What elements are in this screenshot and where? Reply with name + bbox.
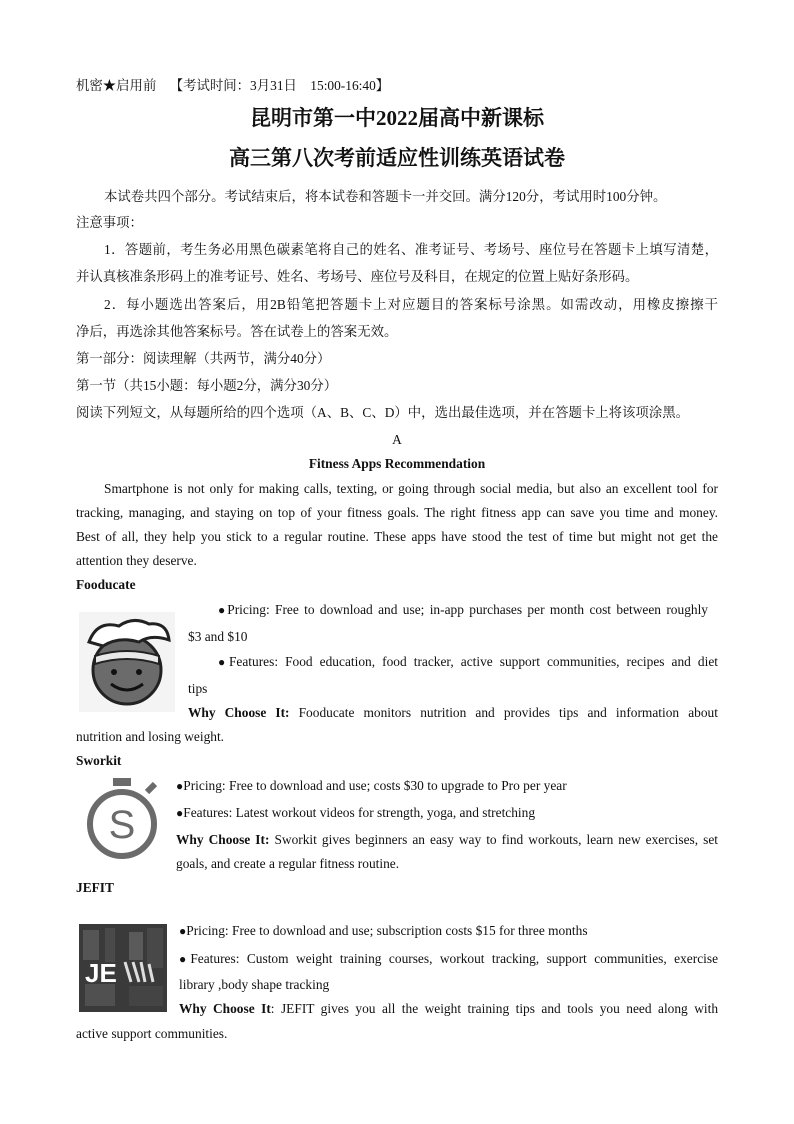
jefit-features-line1	[179, 951, 718, 967]
why-label: Why Choose It:	[176, 832, 270, 847]
bullet-icon: ●	[218, 655, 229, 669]
fooducate-why-line1	[188, 705, 718, 721]
notice-item1-line2: 并认真核准条形码上的准考证号、姓名、考场号、座位号及科目，在规定的位置上贴好条形码。	[76, 269, 639, 284]
stopwatch-icon	[79, 778, 165, 860]
fooducate-features-line1	[218, 654, 718, 670]
jefit-logo-icon	[79, 924, 167, 1012]
sworkit-why-line1	[176, 832, 718, 848]
fooducate-features-line2: tips	[188, 681, 208, 696]
why-label: Why Choose It	[179, 1001, 271, 1016]
sworkit-logo-letter: S	[108, 803, 136, 847]
passage-line3: Best of all, they help you stick to a regular routine. These apps have stood the test of time but might not get the	[76, 529, 718, 544]
notice-heading: 注意事项：	[76, 215, 143, 230]
jefit-logo	[79, 924, 167, 1012]
jefit-why: : JEFIT gives you all the weight training tips and tools you need along with	[270, 1001, 719, 1016]
fooducate-face-icon	[79, 612, 175, 712]
jefit-pricing-text: Pricing: Free to download and use; subscription costs $15 for three months	[186, 923, 588, 938]
passage-title: Fitness Apps Recommendation	[308, 456, 486, 471]
page-title-line1: 昆明市第一中2022届高中新课标	[250, 106, 544, 130]
jefit-name: JEFIT	[76, 880, 114, 895]
bullet-icon: ●	[179, 952, 191, 966]
bullet-icon: ●	[179, 924, 187, 938]
sworkit-why: Sworkit gives beginners an easy way to find workouts, learn new exercises, set	[274, 832, 718, 847]
sworkit-pricing-text: Pricing: Free to download and use; costs $30 to upgrade to Pro per year	[183, 778, 567, 793]
jefit-features: Features: Custom weight training courses, workout tracking, support communities, exercise	[190, 951, 719, 966]
fooducate-pricing-line1	[218, 602, 708, 618]
passage-label: A	[392, 432, 402, 447]
notice-item2-line2: 净后，再选涂其他答案标号。答在试卷上的答案无效。	[76, 324, 398, 339]
fooducate-features: Features: Food education, food tracker, active support communities, recipes and diet	[228, 654, 718, 669]
section1-heading: 第一节（共15小题：每小题2分，满分30分）	[76, 378, 338, 393]
notice-item2-line1: 2．每小题选出答案后，用2B铅笔把答题卡上对应题目的答案标号涂黑。如需改动，用橡皮擦擦干	[104, 297, 718, 312]
sworkit-features-text: Features: Latest workout videos for strength, yoga, and stretching	[183, 805, 536, 820]
fooducate-logo	[79, 612, 175, 712]
sworkit-why-line2: goals, and create a regular fitness routine.	[176, 856, 400, 871]
jefit-why-line1	[179, 1001, 718, 1017]
passage-line2: tracking, managing, and staying on top of your fitness goals. The right fitness app can save you time and money.	[76, 505, 718, 520]
jefit-why-line2: active support communities.	[76, 1026, 228, 1041]
sworkit-logo	[79, 778, 165, 860]
sworkit-pricing	[176, 778, 567, 794]
jefit-pricing	[179, 923, 588, 939]
bullet-icon: ●	[176, 806, 184, 820]
why-label: Why Choose It:	[188, 705, 290, 720]
sworkit-name: Sworkit	[76, 753, 122, 768]
exam-header	[76, 78, 389, 94]
jefit-features-line2: library ,body shape tracking	[179, 977, 330, 992]
notice-item1-line1: 1．答题前，考生务必用黑色碳素笔将自己的姓名、准考证号、考场号、座位号在答题卡上填写清楚，	[104, 242, 718, 257]
page-title-line2: 高三第八次考前适应性训练英语试卷	[229, 146, 565, 170]
bullet-icon: ●	[218, 603, 228, 617]
intro-text: 本试卷共四个部分。考试结束后，将本试卷和答题卡一并交回。满分120分，考试用时100分钟。	[104, 189, 667, 204]
sworkit-features	[176, 805, 535, 821]
jefit-logo-text: JE	[85, 958, 117, 988]
reading-instruction: 阅读下列短文，从每题所给的四个选项（A、B、C、D）中，选出最佳选项，并在答题卡上将该项涂黑。	[76, 405, 689, 420]
passage-line4: attention they deserve.	[76, 553, 197, 568]
fooducate-name: Fooducate	[76, 577, 136, 592]
exam-time: 【考试时间：3月31日 15:00-16:40】	[169, 78, 390, 93]
fooducate-pricing: Pricing: Free to download and use; in-app purchases per month cost between roughly	[227, 602, 708, 617]
passage-line1: Smartphone is not only for making calls, texting, or going through social media, but also an excellent tool for	[104, 481, 718, 496]
fooducate-why-line2: nutrition and losing weight.	[76, 729, 225, 744]
fooducate-why: Fooducate monitors nutrition and provides tips and information about	[298, 705, 718, 720]
bullet-icon: ●	[176, 779, 184, 793]
secret-label: 机密★启用前	[76, 78, 157, 93]
fooducate-pricing-line2: $3 and $10	[188, 629, 248, 644]
part1-heading: 第一部分：阅读理解（共两节，满分40分）	[76, 351, 331, 366]
